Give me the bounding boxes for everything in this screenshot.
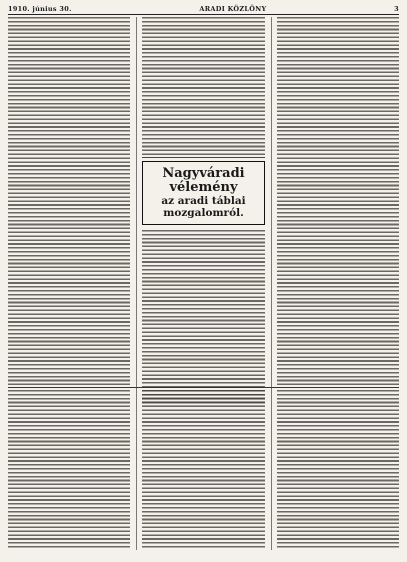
lower-columns [8,390,399,550]
column-lower-1 [8,390,130,550]
column-lower-2 [136,390,264,550]
text-block [277,390,399,550]
upper-columns [8,17,399,406]
divider [142,157,264,158]
section-divider [8,387,399,388]
column-lower-3 [271,390,399,550]
headline-line-2: az aradi táblai mozgalomról. [161,195,246,219]
text-block [142,230,264,406]
text-block [8,390,130,550]
paper-name: ARADI KÖZLÖNY [199,5,267,13]
page-number: 3 [394,5,399,13]
text-block [277,17,399,385]
text-block [142,17,264,155]
text-block [142,390,264,550]
column-middle [136,17,264,406]
text-block [8,17,130,385]
column-right [271,17,399,406]
issue-date: 1910. június 30. [8,5,72,13]
column-left [8,17,130,406]
page-header [8,4,399,15]
article-headline [142,161,264,225]
headline-line-1: Nagyváradi vélemény [162,166,245,195]
